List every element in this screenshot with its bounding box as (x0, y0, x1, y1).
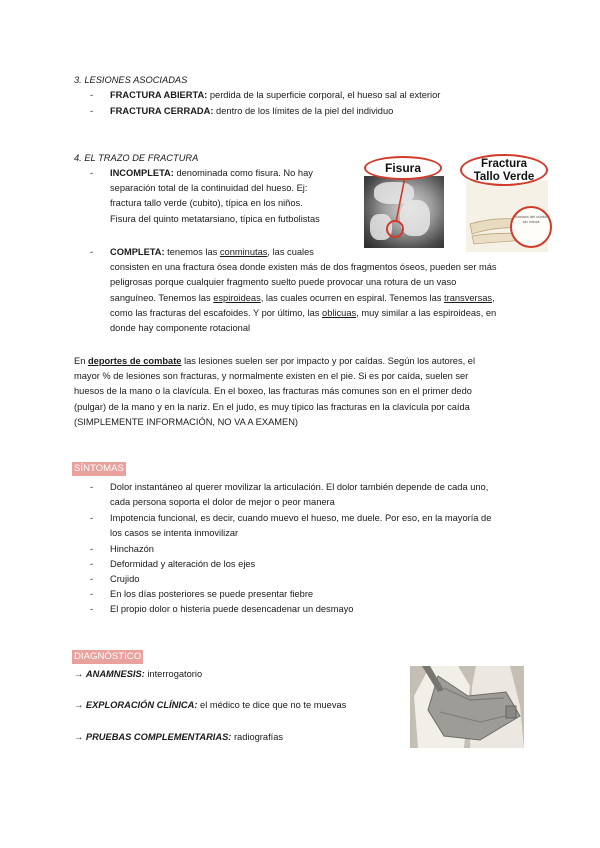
completa-text: sanguíneo. Tenemos las (110, 292, 214, 303)
deportes-de-combate-term: deportes de combate (87, 356, 182, 366)
fractura-abierta-item (110, 88, 440, 102)
sintoma-item (110, 511, 491, 541)
incompleta-label: INCOMPLETA: (110, 168, 174, 178)
incompleta-paragraph (110, 166, 320, 227)
arm-sling-drawing (410, 666, 524, 748)
fractura-abierta-label: FRACTURA ABIERTA: (110, 90, 208, 100)
bullet-dash: - (90, 589, 94, 599)
exploracion-clinica-item (74, 698, 346, 712)
bullet-dash: - (90, 574, 94, 584)
completa-line-2: consisten en una fractura ósea donde existen más de dos fragmentos óseos, pueden ser más (110, 262, 497, 273)
sports-line-4: (pulgar) de la mano y en la nariz. En el judo, es muy típico las fracturas en la clavícula por caída (74, 401, 470, 412)
pruebas-complementarias-item (74, 730, 283, 744)
sintoma-item: Crujido (110, 574, 140, 584)
tallo-verde-label-bubble (460, 154, 548, 186)
incompleta-line-4: Fisura del quinto metatarsiano, típica en futbolistas (110, 213, 320, 224)
sintoma-line: cada persona soporta el dolor de mejor o peor manera (110, 497, 335, 508)
fractura-cerrada-text: dentro de los límites de la piel del individuo (213, 106, 394, 116)
arrow-icon: → (74, 700, 84, 710)
anamnesis-text: interrogatorio (144, 669, 203, 679)
sintoma-item: Deformidad y alteración de los ejes (110, 559, 256, 569)
sports-line-3: huesos de la mano o la clavícula. En el boxeo, las fracturas más comunes son en el primer dedo (74, 386, 472, 397)
incompleta-line-1: denominada como fisura. No hay (173, 168, 313, 178)
exploracion-clinica-text: el médico te dice que no te muevas (197, 700, 347, 710)
diagnostico-heading (72, 650, 143, 664)
sintoma-line: Dolor instantáneo al querer movilizar la articulación. El dolor también depende de cada uno, (110, 482, 489, 492)
anamnesis-item (74, 667, 202, 681)
combat-sports-paragraph (74, 354, 475, 430)
bullet-dash: - (90, 604, 94, 614)
tallo-verde-detail-circle (510, 206, 552, 248)
arrow-icon: → (74, 669, 84, 679)
completa-text: tenemos las (164, 247, 220, 257)
section-4-title: 4. EL TRAZO DE FRACTURA (74, 153, 199, 163)
espiroideas-term: espiroideas (213, 292, 261, 303)
sports-text: las lesiones suelen ser por impacto y por caídas. Según los autores, el (181, 356, 476, 366)
completa-text: , las cuales (267, 247, 314, 257)
fisura-label-bubble: Fisura (364, 156, 442, 180)
completa-line-6: donde hay componente rotacional (110, 323, 251, 334)
completa-text: , muy similar a las espiroideas, en (356, 307, 497, 318)
arrow-icon: → (74, 732, 84, 742)
transversas-term: transversas (444, 292, 493, 303)
bullet-dash: - (90, 482, 94, 492)
fractura-cerrada-label: FRACTURA CERRADA: (110, 106, 214, 116)
completa-text: , (492, 292, 495, 303)
completa-text: , las cuales ocurren en espiral. Tenemos las (260, 292, 445, 303)
exploracion-clinica-label: EXPLORACIÓN CLÍNICA: (85, 700, 198, 710)
incompleta-line-2: separación total de la continuidad del hueso. Ej: (110, 183, 308, 194)
sintoma-line: Impotencia funcional, es decir, cuando muevo el hueso, me duele. Por eso, en la mayoría de (110, 513, 492, 523)
fractura-abierta-text: perdida de la superficie corporal, el hueso sal al exterior (207, 90, 441, 100)
sintomas-heading-text: SÍNTOMAS (74, 463, 124, 474)
bullet-dash: - (90, 247, 94, 257)
completa-label: COMPLETA: (110, 247, 165, 257)
incompleta-line-3: fractura tallo verde (cubito), típica en los niños. (110, 198, 303, 209)
pruebas-complementarias-label: PRUEBAS COMPLEMENTARIAS: (85, 732, 232, 742)
sintoma-line: los casos se intenta inmovilizar (110, 528, 239, 539)
oblicuas-term: oblicuas (322, 307, 357, 318)
sports-line-2: mayor % de lesiones son fracturas, y normalmente existen en el pie. Si es por caída, suelen ser (74, 371, 469, 382)
bullet-dash: - (90, 168, 94, 178)
pruebas-complementarias-text: radiografías (231, 732, 284, 742)
bullet-dash: - (90, 90, 94, 100)
completa-text: como las fracturas del escafoides. Y por último, las (110, 307, 323, 318)
sintomas-heading (72, 462, 126, 476)
completa-line-3: peligrosas porque cualquier fragmento suelto puede provocar una rotura de un vaso (110, 277, 457, 288)
sintoma-item (110, 480, 488, 510)
sintoma-item: El propio dolor o histeria puede desencadenar un desmayo (110, 604, 354, 614)
completa-paragraph (110, 245, 497, 336)
fractura-cerrada-item (110, 104, 393, 118)
sports-text: En (74, 356, 88, 366)
bullet-dash: - (90, 106, 94, 116)
conminutas-term: conminutas (219, 247, 268, 257)
anamnesis-label: ANAMNESIS: (85, 669, 145, 679)
tallo-verde-caption: fractura del cúbito sin rotura (515, 214, 547, 224)
sintoma-item: Hinchazón (110, 544, 154, 554)
tallo-verde-illustration (466, 180, 548, 252)
bullet-dash: - (90, 559, 94, 569)
sports-line-5: (SIMPLEMENTE INFORMACIÓN, NO VA A EXAMEN) (74, 416, 299, 427)
tallo-verde-label-line-2: Tallo Verde (473, 171, 535, 183)
bullet-dash: - (90, 544, 94, 554)
bullet-dash: - (90, 513, 94, 523)
fracture-types-figure (360, 154, 548, 254)
arm-sling-photo (410, 666, 524, 748)
tallo-verde-label-line-1: Fractura (480, 158, 528, 170)
sintoma-item: En los días posteriores se puede presentar fiebre (110, 589, 314, 599)
diagnostico-heading-text: DIAGNÓSTICO (74, 651, 142, 662)
section-3-title: 3. LESIONES ASOCIADAS (74, 75, 188, 85)
